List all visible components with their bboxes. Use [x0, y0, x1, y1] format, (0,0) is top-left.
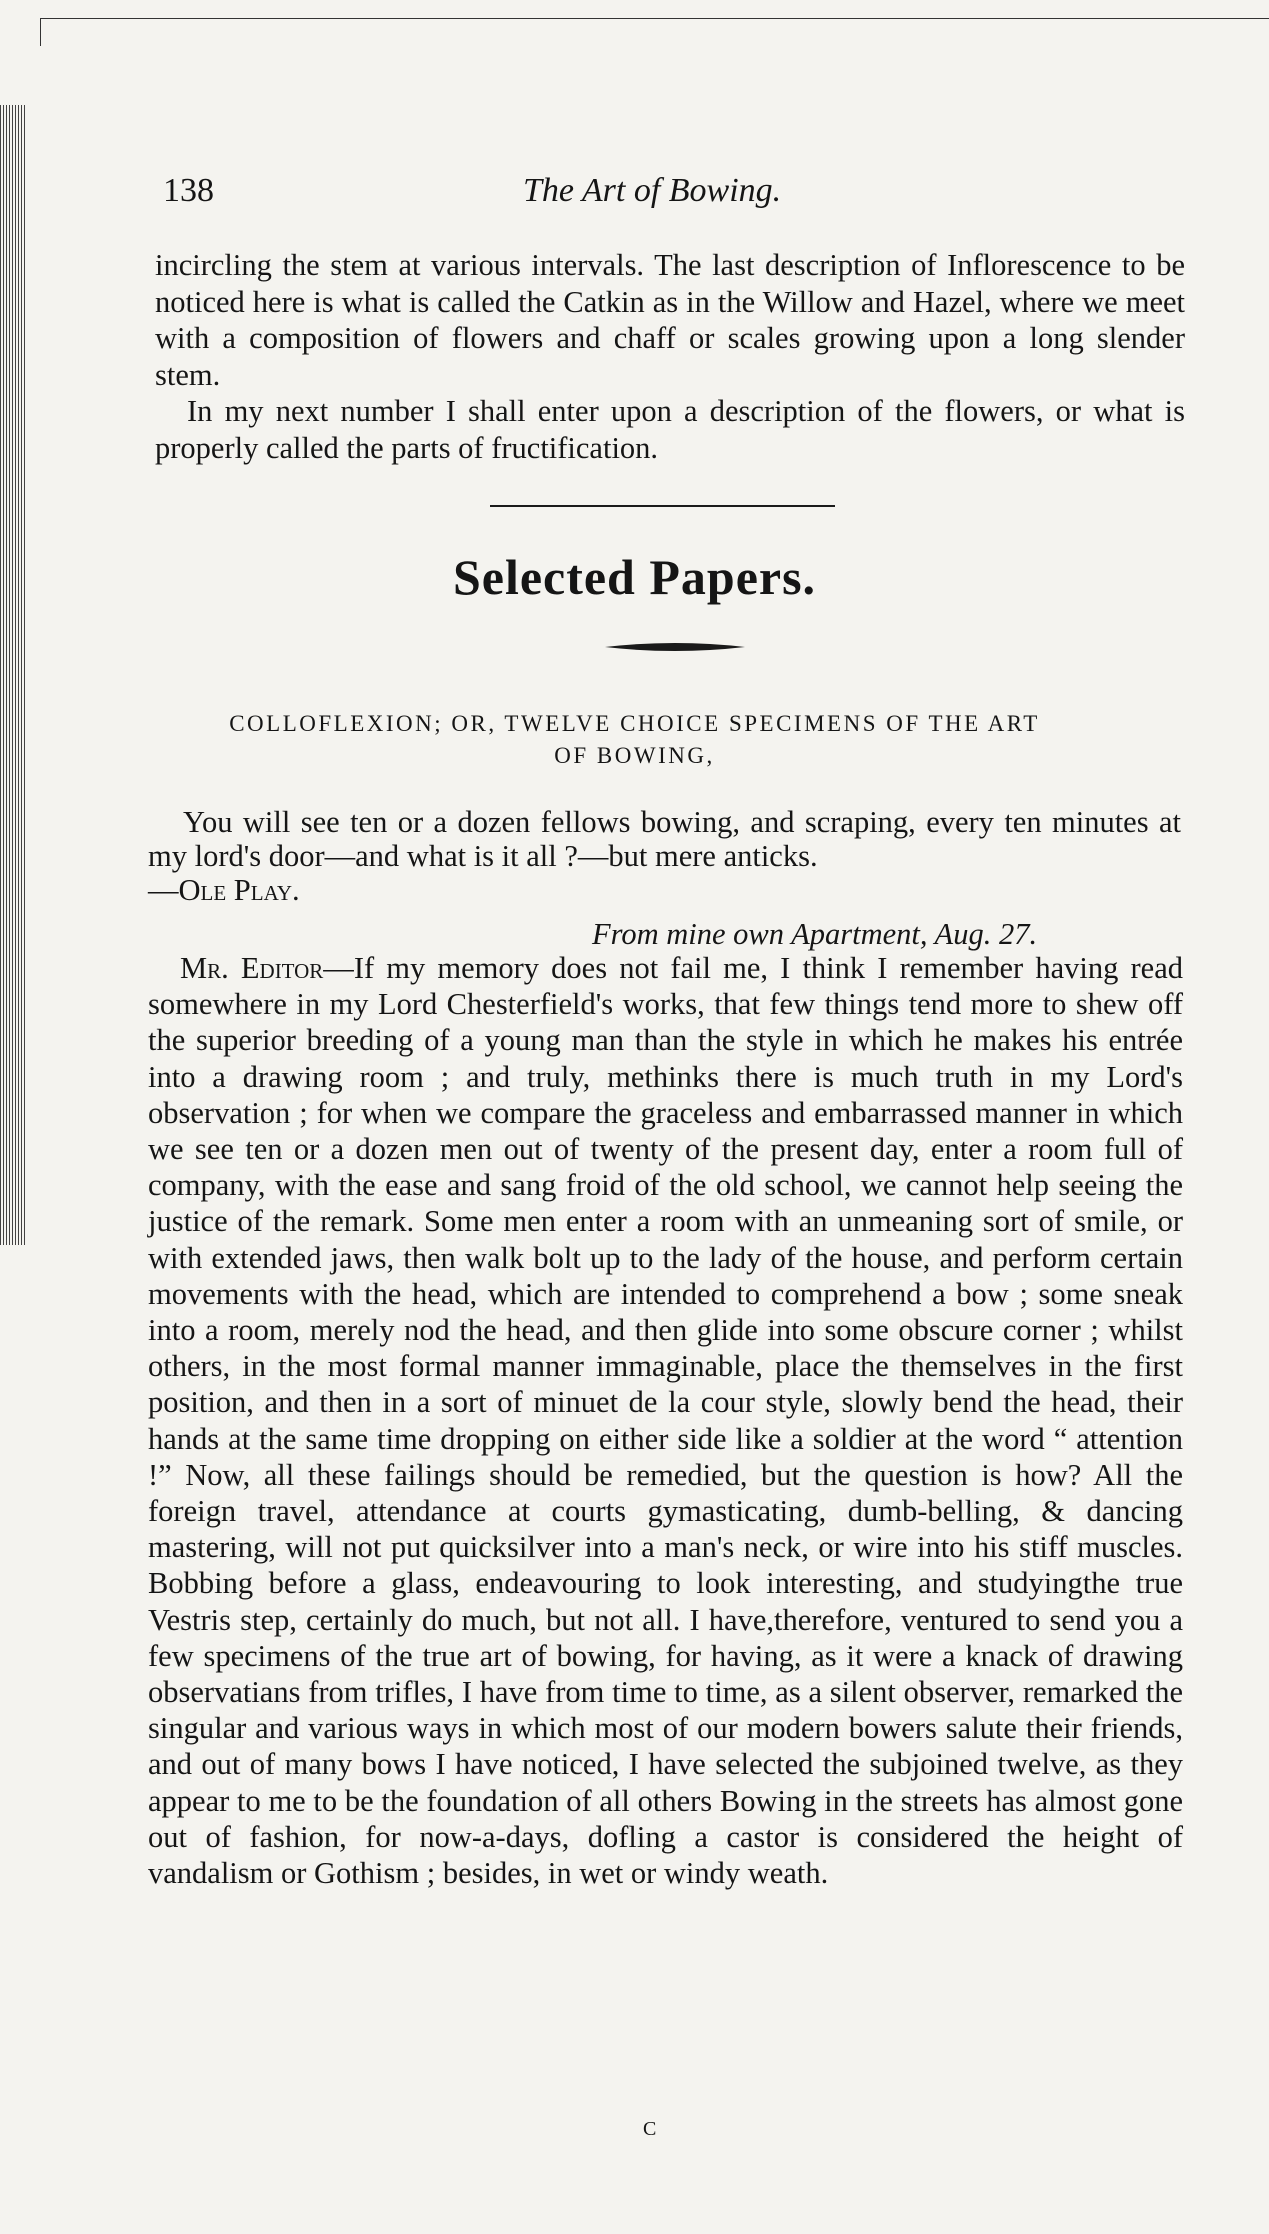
- intro-paragraph: incircling the stem at various intervals. The last description of Inflorescence to be noticed here is what is called the Catkin as in the Willow and Hazel, where we meet with a composition of flowers and chaff or scales growing upon a long slender stem.: [155, 248, 1185, 392]
- scan-border-corner: [40, 18, 41, 46]
- epigraph-text: You will see ten or a dozen fellows bowing, and scraping, every ten minutes at my lord's door—and what is it all ?—but mere anticks.: [148, 805, 1181, 873]
- page-header: [163, 172, 1173, 222]
- body-paragraph: [148, 950, 1183, 1891]
- article-heading-line: OF BOWING,: [554, 743, 715, 768]
- epigraph-source: —Ole Play.: [148, 873, 300, 907]
- intro-text: [155, 247, 1185, 466]
- intro-paragraph: In my next number I shall enter upon a description of the flowers, or what is properly called the parts of fructification.: [155, 394, 1185, 465]
- scan-border-top: [40, 18, 1269, 19]
- signature-mark: C: [643, 2118, 657, 2140]
- epigraph: [148, 805, 1181, 907]
- article-heading-line: COLLOFLEXION; OR, TWELVE CHOICE SPECIMENS OF THE ART: [229, 711, 1040, 736]
- scan-binding-edge: [0, 105, 26, 1245]
- section-divider-rule: [490, 505, 835, 507]
- dateline: From mine own Apartment, Aug. 27.: [592, 917, 1038, 951]
- running-title: The Art of Bowing.: [523, 172, 782, 209]
- section-title: Selected Papers.: [452, 549, 817, 605]
- page-number: 138: [163, 172, 214, 209]
- article-heading: [0, 708, 1269, 772]
- salutation: Mr. Editor—: [180, 951, 354, 985]
- ornamental-divider: [605, 640, 745, 654]
- body-text: If my memory does not fail me, I think I remember having read somewhere in my Lord Chesterfield's works, that few things tend more to shew off the superior breeding of a young man than the style in which he makes his entrée into a drawing room ; and truly, methinks there is much truth in my Lord's observation ; for when we compare the graceless and embarrassed manner in which we see ten or a dozen men out of twenty of the present day, enter a room full of company, with the ease and sang froid of the old school, we cannot help seeing the justice of the remark. Some men enter a room with an unmeaning sort of smile, or with extended jaws, then walk bolt up to the lady of the house, and perform certain movements with the head, which are intended to comprehend a bow ; some sneak into a room, merely nod the head, and then glide into some obscure corner ; whilst others, in the most formal manner immaginable, place the themselves in the first position, and then in a sort of minuet de la cour style, slowly bend the head, their hands at the same time dropping on either side like a soldier at the word “ attention !” Now, all these failings should be remedied, but the question is how? All the foreign travel, attendance at courts gymasticating, dumb-belling, & dancing mastering, will not put quicksilver into a man's neck, or wire into his stiff muscles. Bobbing before a glass, endeavouring to look interesting, and studyingthe true Vestris step, certainly do much, but not all. I have,therefore, ventured to send you a few specimens of the true art of bowing, for having, as it were a knack of drawing observatians from trifles, I have from time to time, as a silent observer, remarked the singular and various ways in which most of our modern bowers salute their friends, and out of many bows I have noticed, I have selected the subjoined twelve, as they appear to me to be the foundation of all others Bowing in the streets has almost gone out of fashion, for now-a-days, dofling a castor is considered the height of vandalism or Gothism ; besides, in wet or windy weath.: [148, 951, 1183, 1891]
- article-body: [148, 950, 1183, 1891]
